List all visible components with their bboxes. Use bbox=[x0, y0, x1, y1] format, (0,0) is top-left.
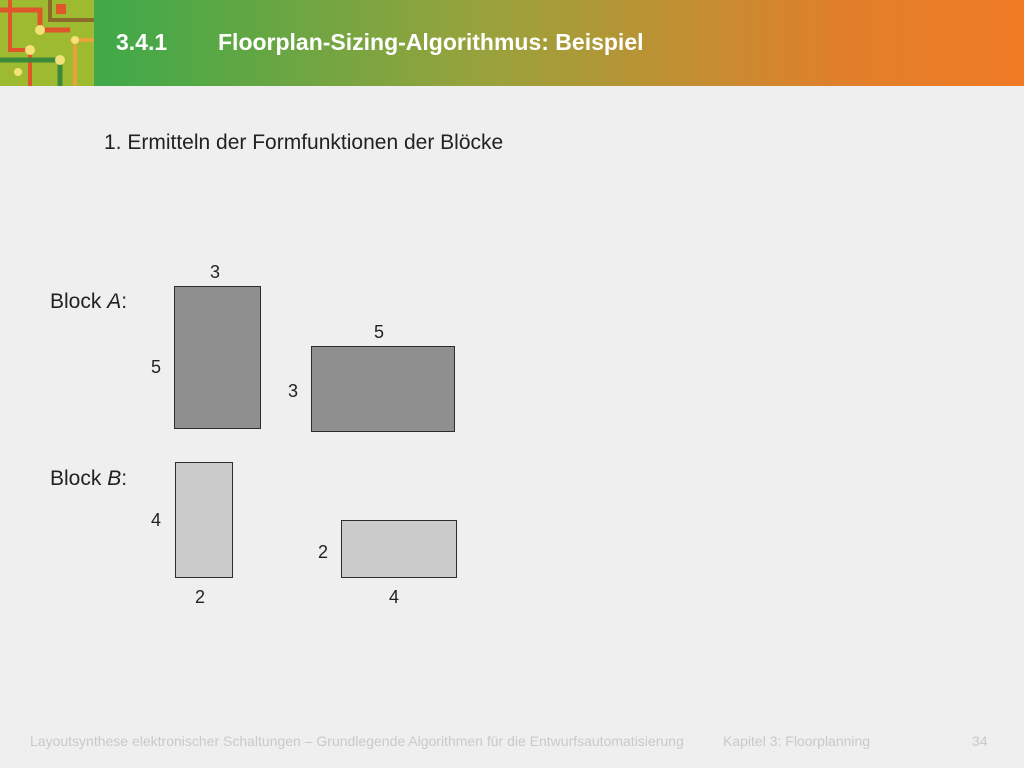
title-bar bbox=[0, 0, 1024, 86]
block-a-shape1-height: 5 bbox=[151, 357, 162, 377]
block-b-shape1-height: 4 bbox=[151, 510, 162, 530]
footer-course: Layoutsynthese elektronischer Schaltungen – Grundlegende Algorithmen für die Entwurfsautomatisierung bbox=[30, 733, 684, 749]
circuit-board-logo bbox=[0, 0, 94, 86]
block-b-label: Block B: bbox=[50, 467, 128, 490]
footer-page-number: 34 bbox=[972, 733, 988, 749]
block-b-shape2-height: 2 bbox=[318, 542, 329, 562]
block-a-shape1-width: 3 bbox=[210, 262, 221, 282]
section-number: 3.4.1 bbox=[116, 29, 168, 55]
footer-chapter: Kapitel 3: Floorplanning bbox=[723, 733, 871, 749]
block-b-shape2-rect bbox=[341, 520, 457, 578]
block-a-shape2-rect bbox=[311, 346, 455, 432]
block-a-shape2-height: 3 bbox=[288, 381, 299, 401]
block-a-shape2-width: 5 bbox=[374, 322, 385, 342]
step-heading: 1. Ermitteln der Formfunktionen der Blöcke bbox=[104, 131, 504, 154]
block-a-label: Block A: bbox=[50, 290, 128, 313]
block-b-shape2-width: 4 bbox=[389, 587, 400, 607]
block-a-shape1-rect bbox=[174, 286, 261, 429]
block-b-shape1-rect bbox=[175, 462, 233, 578]
block-b-shape1-width: 2 bbox=[195, 587, 206, 607]
slide-title: Floorplan-Sizing-Algorithmus: Beispiel bbox=[218, 29, 644, 55]
